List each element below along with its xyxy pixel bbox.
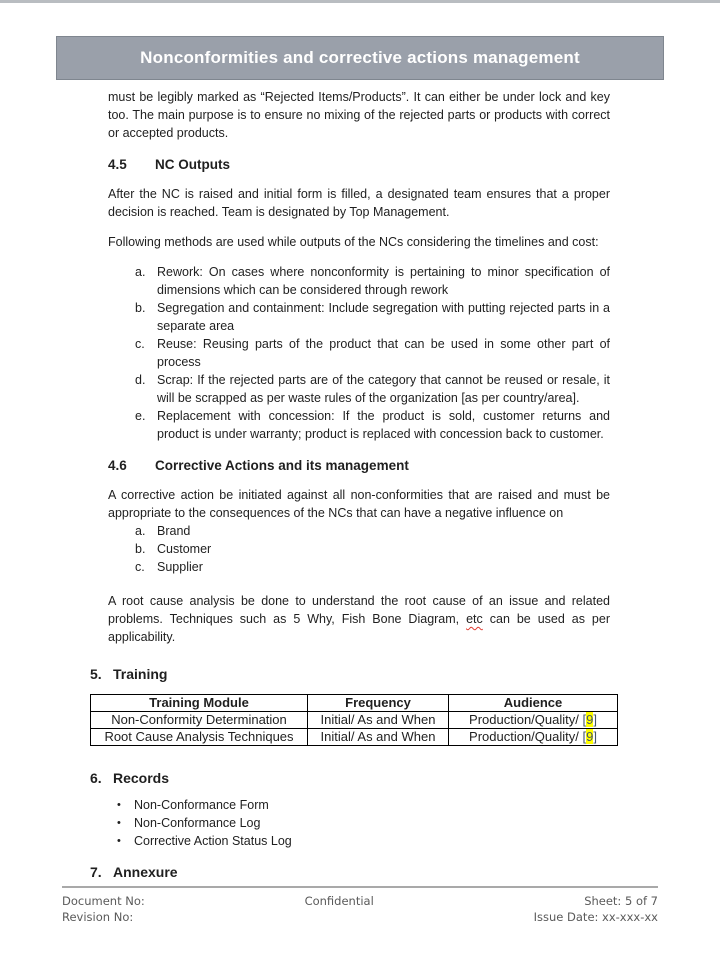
- list-marker: e.: [135, 409, 146, 423]
- heading-title: Records: [113, 770, 170, 786]
- intro-paragraph: must be legibly marked as “Rejected Items/Products”. It can either be under lock and key too. The main purpose is to ensure no mixing of the rejected parts or products with correct or accepted products.: [108, 90, 610, 140]
- list-item: [108, 263, 610, 299]
- list-marker: a.: [135, 524, 146, 538]
- reference-bracket-open: [: [582, 729, 587, 744]
- bullet-icon: •: [117, 817, 121, 829]
- nc-outputs-paragraph-2: Following methods are used while outputs of the NCs considering the timelines and cost:: [108, 235, 599, 249]
- reference-bracket-close: ]: [593, 712, 597, 727]
- footer-fields: [62, 893, 658, 925]
- heading-number: 7.: [90, 864, 102, 880]
- heading-6-records: [90, 770, 610, 786]
- root-cause-paragraph: [108, 592, 610, 646]
- heading-number: 4.6: [108, 458, 127, 473]
- list-item-text: Replacement with concession: If the product is sold, customer returns and product is under warranty; product is replaced with concession back to customer.: [157, 409, 610, 441]
- table-row: [91, 729, 618, 746]
- list-item-text: Reuse: Reusing parts of the product that can be used in some other part of process: [157, 337, 610, 369]
- column-header-audience: Audience: [449, 695, 618, 712]
- list-item: [108, 407, 610, 443]
- list-item-text: Supplier: [157, 560, 203, 574]
- heading-5-training: [90, 666, 610, 682]
- audience-text: Production/Quality/: [469, 712, 583, 727]
- bullet-icon: •: [117, 835, 121, 847]
- list-item-text: Segregation and containment: Include segregation with putting rejected parts in a separate area: [157, 301, 610, 333]
- list-item-text: Scrap: If the rejected parts are of the category that cannot be reused or resale, it will be scrapped as per waste rules of the organization [as per country/area].: [157, 373, 610, 405]
- footer-left: [62, 893, 145, 925]
- footer-right: [534, 893, 658, 925]
- revision-no-label: Revision No:: [62, 910, 134, 924]
- training-module-cell: Root Cause Analysis Techniques: [91, 729, 308, 746]
- list-item: [108, 558, 610, 576]
- list-item-text: Rework: On cases where nonconformity is pertaining to minor specification of dimensions which can be considered through rework: [157, 265, 610, 297]
- corrective-actions-paragraph: A corrective action be initiated against all non-conformities that are raised and must be appropriate to the consequences of the NCs that can have a negative influence on: [108, 488, 610, 520]
- list-item: [108, 522, 610, 540]
- heading-number: 5.: [90, 666, 102, 682]
- page-footer: [62, 886, 658, 925]
- list-item: [108, 832, 610, 850]
- list-marker: c.: [135, 337, 145, 351]
- list-marker: d.: [135, 373, 146, 387]
- list-item-text: Customer: [157, 542, 212, 556]
- training-table-header-row: [91, 695, 618, 712]
- audience-cell: [449, 729, 618, 746]
- list-marker: a.: [135, 265, 146, 279]
- audience-cell: [449, 712, 618, 729]
- heading-4-6: [108, 458, 610, 473]
- document-title-banner: [56, 36, 664, 80]
- list-item: [108, 371, 610, 407]
- issue-date: Issue Date: xx-xxx-xx: [533, 910, 658, 924]
- training-table: [90, 694, 618, 746]
- list-item: [108, 540, 610, 558]
- list-item-text: Brand: [157, 524, 191, 538]
- reference-bracket-close: ]: [593, 729, 597, 744]
- heading-number: 4.5: [108, 157, 127, 172]
- document-no-label: Document No:: [62, 894, 145, 908]
- list-marker: b.: [135, 542, 146, 556]
- list-marker: c.: [135, 560, 145, 574]
- document-body: [90, 88, 610, 892]
- list-item-text: Corrective Action Status Log: [134, 834, 292, 848]
- heading-title: NC Outputs: [155, 157, 230, 172]
- page-top-border: [0, 0, 720, 3]
- nc-outputs-paragraph-1: After the NC is raised and initial form is filled, a designated team ensures that a proper decision is reached. Team is designated by Top Management.: [108, 187, 610, 219]
- column-header-frequency: Frequency: [308, 695, 449, 712]
- list-item: [108, 796, 610, 814]
- reference-number-highlighted: 9: [586, 712, 594, 727]
- list-item-text: Non-Conformance Form: [134, 798, 269, 812]
- heading-4-5: [108, 157, 610, 172]
- heading-title: Corrective Actions and its management: [155, 458, 409, 473]
- list-item: [108, 814, 610, 832]
- root-cause-text-before: A root cause analysis be done to understand the root cause of an issue and related problems. Techniques such as 5 Why, Fish Bone Diagram,: [108, 594, 610, 626]
- bullet-icon: •: [117, 799, 121, 811]
- spellcheck-flagged-word: etc: [466, 612, 483, 626]
- heading-number: 6.: [90, 770, 102, 786]
- list-item: [108, 335, 610, 371]
- heading-7-annexure: [90, 864, 610, 880]
- frequency-cell: Initial/ As and When: [308, 712, 449, 729]
- root-cause-text-after: can be used as per applicability.: [108, 612, 610, 644]
- reference-number-highlighted: 9: [586, 729, 594, 744]
- nc-outputs-method-list: [108, 263, 610, 443]
- list-item: [108, 299, 610, 335]
- footer-center: [145, 893, 534, 925]
- sheet-number: Sheet: 5 of 7: [584, 894, 658, 908]
- list-marker: b.: [135, 301, 146, 315]
- records-list: [108, 796, 610, 850]
- training-module-cell: Non-Conformity Determination: [91, 712, 308, 729]
- reference-bracket-open: [: [582, 712, 587, 727]
- confidential-label: Confidential: [304, 894, 374, 908]
- frequency-cell: Initial/ As and When: [308, 729, 449, 746]
- heading-title: Annexure: [113, 864, 178, 880]
- table-row: [91, 712, 618, 729]
- list-item-text: Non-Conformance Log: [134, 816, 261, 830]
- column-header-training-module: Training Module: [91, 695, 308, 712]
- document-title: Nonconformities and corrective actions management: [140, 48, 580, 67]
- audience-text: Production/Quality/: [469, 729, 583, 744]
- corrective-actions-impact-list: [108, 522, 610, 576]
- footer-divider: [62, 886, 658, 888]
- heading-title: Training: [113, 666, 168, 682]
